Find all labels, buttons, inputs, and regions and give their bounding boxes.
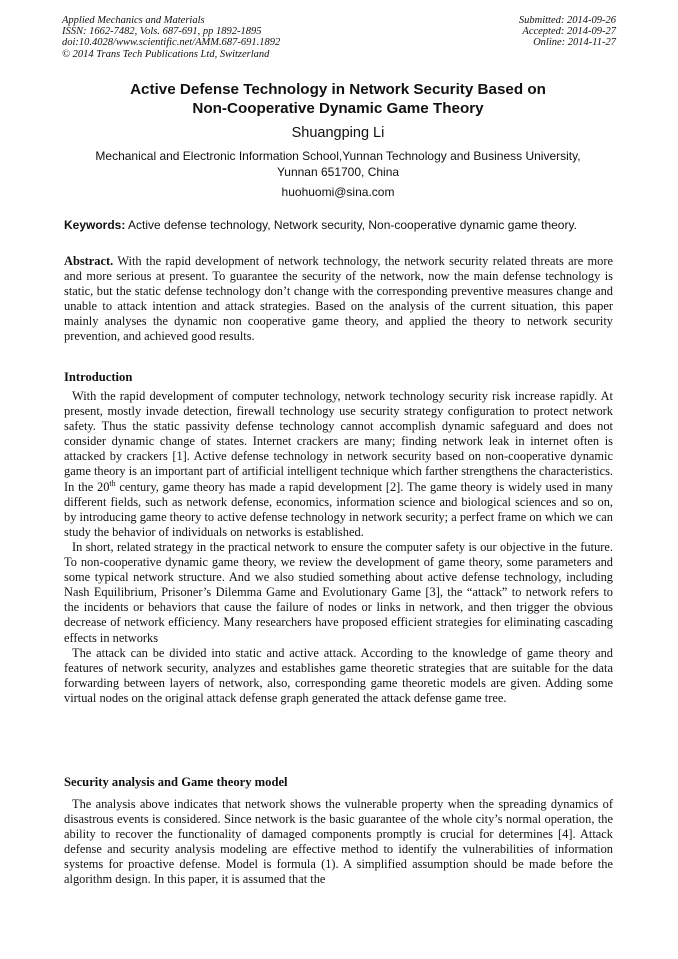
abstract-label: Abstract. bbox=[64, 254, 114, 268]
paper-title bbox=[62, 80, 614, 118]
introduction-body bbox=[64, 389, 613, 706]
submitted-date: Submitted: 2014-09-26 bbox=[518, 15, 616, 26]
journal-issn: ISSN: 1662-7482, Vols. 687-691, pp 1892-1895 bbox=[62, 26, 262, 38]
abstract-text: With the rapid development of network technology, the network security related threats are more and more serious at present. To guarantee the security of the network, now the main defense technology is static, but the static defense technology don’t change with the corresponding preventive measures change and unable to attack intention and attack strategies. Based on the analysis of the current situation, this paper mainly analyses the dynamic non cooperative game theory, and applied the theory to network security prevention, and achieved good results. bbox=[64, 254, 613, 344]
intro-p1-text-b: century, game theory has made a rapid development [2]. The game theory is widely used in many different fields, such as network defense, economics, information science and biological sciences and so on, by introducing game theory to active defense technology in network security; a perfect frame on which we can study the behavior of individuals on networks is established. bbox=[64, 479, 613, 539]
publication-dates bbox=[519, 15, 616, 49]
security-paragraph-1: The analysis above indicates that network shows the vulnerable property when the spreading dynamics of disastrous events is considered. Since network is the basic guarantee of the whole city’s normal operation, the ability to recover the functionality of damaged components promptly is crucial for determines [4]. Attack defense and security analysis modeling are effective method to identify the vulnerabilities of information systems for proactive defense. Model is formula (1). A simplified assumption should be made before the algorithm design. In this paper, it is assumed that the bbox=[64, 797, 613, 887]
security-heading: Security analysis and Game theory model bbox=[64, 775, 288, 789]
keywords bbox=[64, 218, 616, 233]
affiliation bbox=[62, 149, 614, 180]
intro-paragraph-1 bbox=[64, 389, 613, 540]
title-line-2: Non-Cooperative Dynamic Game Theory bbox=[192, 100, 484, 117]
abstract bbox=[64, 254, 613, 345]
journal-name: Applied Mechanics and Materials bbox=[62, 15, 205, 26]
security-body bbox=[64, 797, 613, 888]
introduction-heading: Introduction bbox=[64, 370, 133, 384]
intro-paragraph-3: The attack can be divided into static and active attack. According to the knowledge of game theory and features of network security, analyzes and establishes game theoretic strategies that are suitable for the data forwarding between layers of network, also, corresponding game theoretic models are given. Adding some virtual nodes on the original attack defense graph generated the attack defense game tree. bbox=[64, 645, 613, 705]
title-line-1: Active Defense Technology in Network Security Based on bbox=[130, 81, 546, 98]
accepted-date: Accepted: 2014-09-27 bbox=[522, 26, 616, 38]
author-email: huohuomi@sina.com bbox=[281, 185, 395, 199]
intro-p1-superscript: th bbox=[109, 478, 116, 488]
journal-doi: doi:10.4028/www.scientific.net/AMM.687-691.1892 bbox=[62, 37, 281, 49]
online-date: Online: 2014-11-27 bbox=[533, 37, 616, 49]
journal-info bbox=[62, 15, 280, 60]
keywords-label: Keywords: bbox=[64, 218, 126, 232]
journal-copyright: © 2014 Trans Tech Publications Ltd, Switzerland bbox=[62, 48, 270, 60]
keywords-text: Active defense technology, Network security, Non-cooperative dynamic game theory. bbox=[128, 218, 577, 232]
intro-p1-text-a: With the rapid development of computer technology, network technology security risk increase rapidly. At present, mostly invade detection, firewall technology use security strategy configuration to protect network safety. Thus the static passivity defense technology cannot accomplish dynamic safeguard and does not consider dynamic change of states. Internet crackers are many; finding network leak in internet often is attacked by crackers [1]. Active defense technology in network security based on non-cooperative dynamic game theory is an important part of artificial intelligent technique which farther strengthens the characteristics. In the 20 bbox=[64, 389, 613, 494]
intro-paragraph-2: In short, related strategy in the practical network to ensure the computer safety is our objective in the future. To non-cooperative dynamic game theory, we review the development of game theory, some parameters and some typical network structure. And we also studied something about active defense technology, including Nash Equilibrium, Prisoner’s Dilemma Game and Evolutionary Game [3], the “attack” to network refers to the incidents or behaviors that cause the failure of nodes or links in network, and then trigger the obvious decrease of network efficiency. Many researchers have proposed efficient strategies for eliminating cascading effects in networks bbox=[64, 539, 613, 645]
affiliation-line-1: Mechanical and Electronic Information School,Yunnan Technology and Business University, bbox=[95, 149, 581, 163]
affiliation-line-2: Yunnan 651700, China bbox=[276, 164, 400, 179]
author-name: Shuangping Li bbox=[291, 125, 385, 141]
